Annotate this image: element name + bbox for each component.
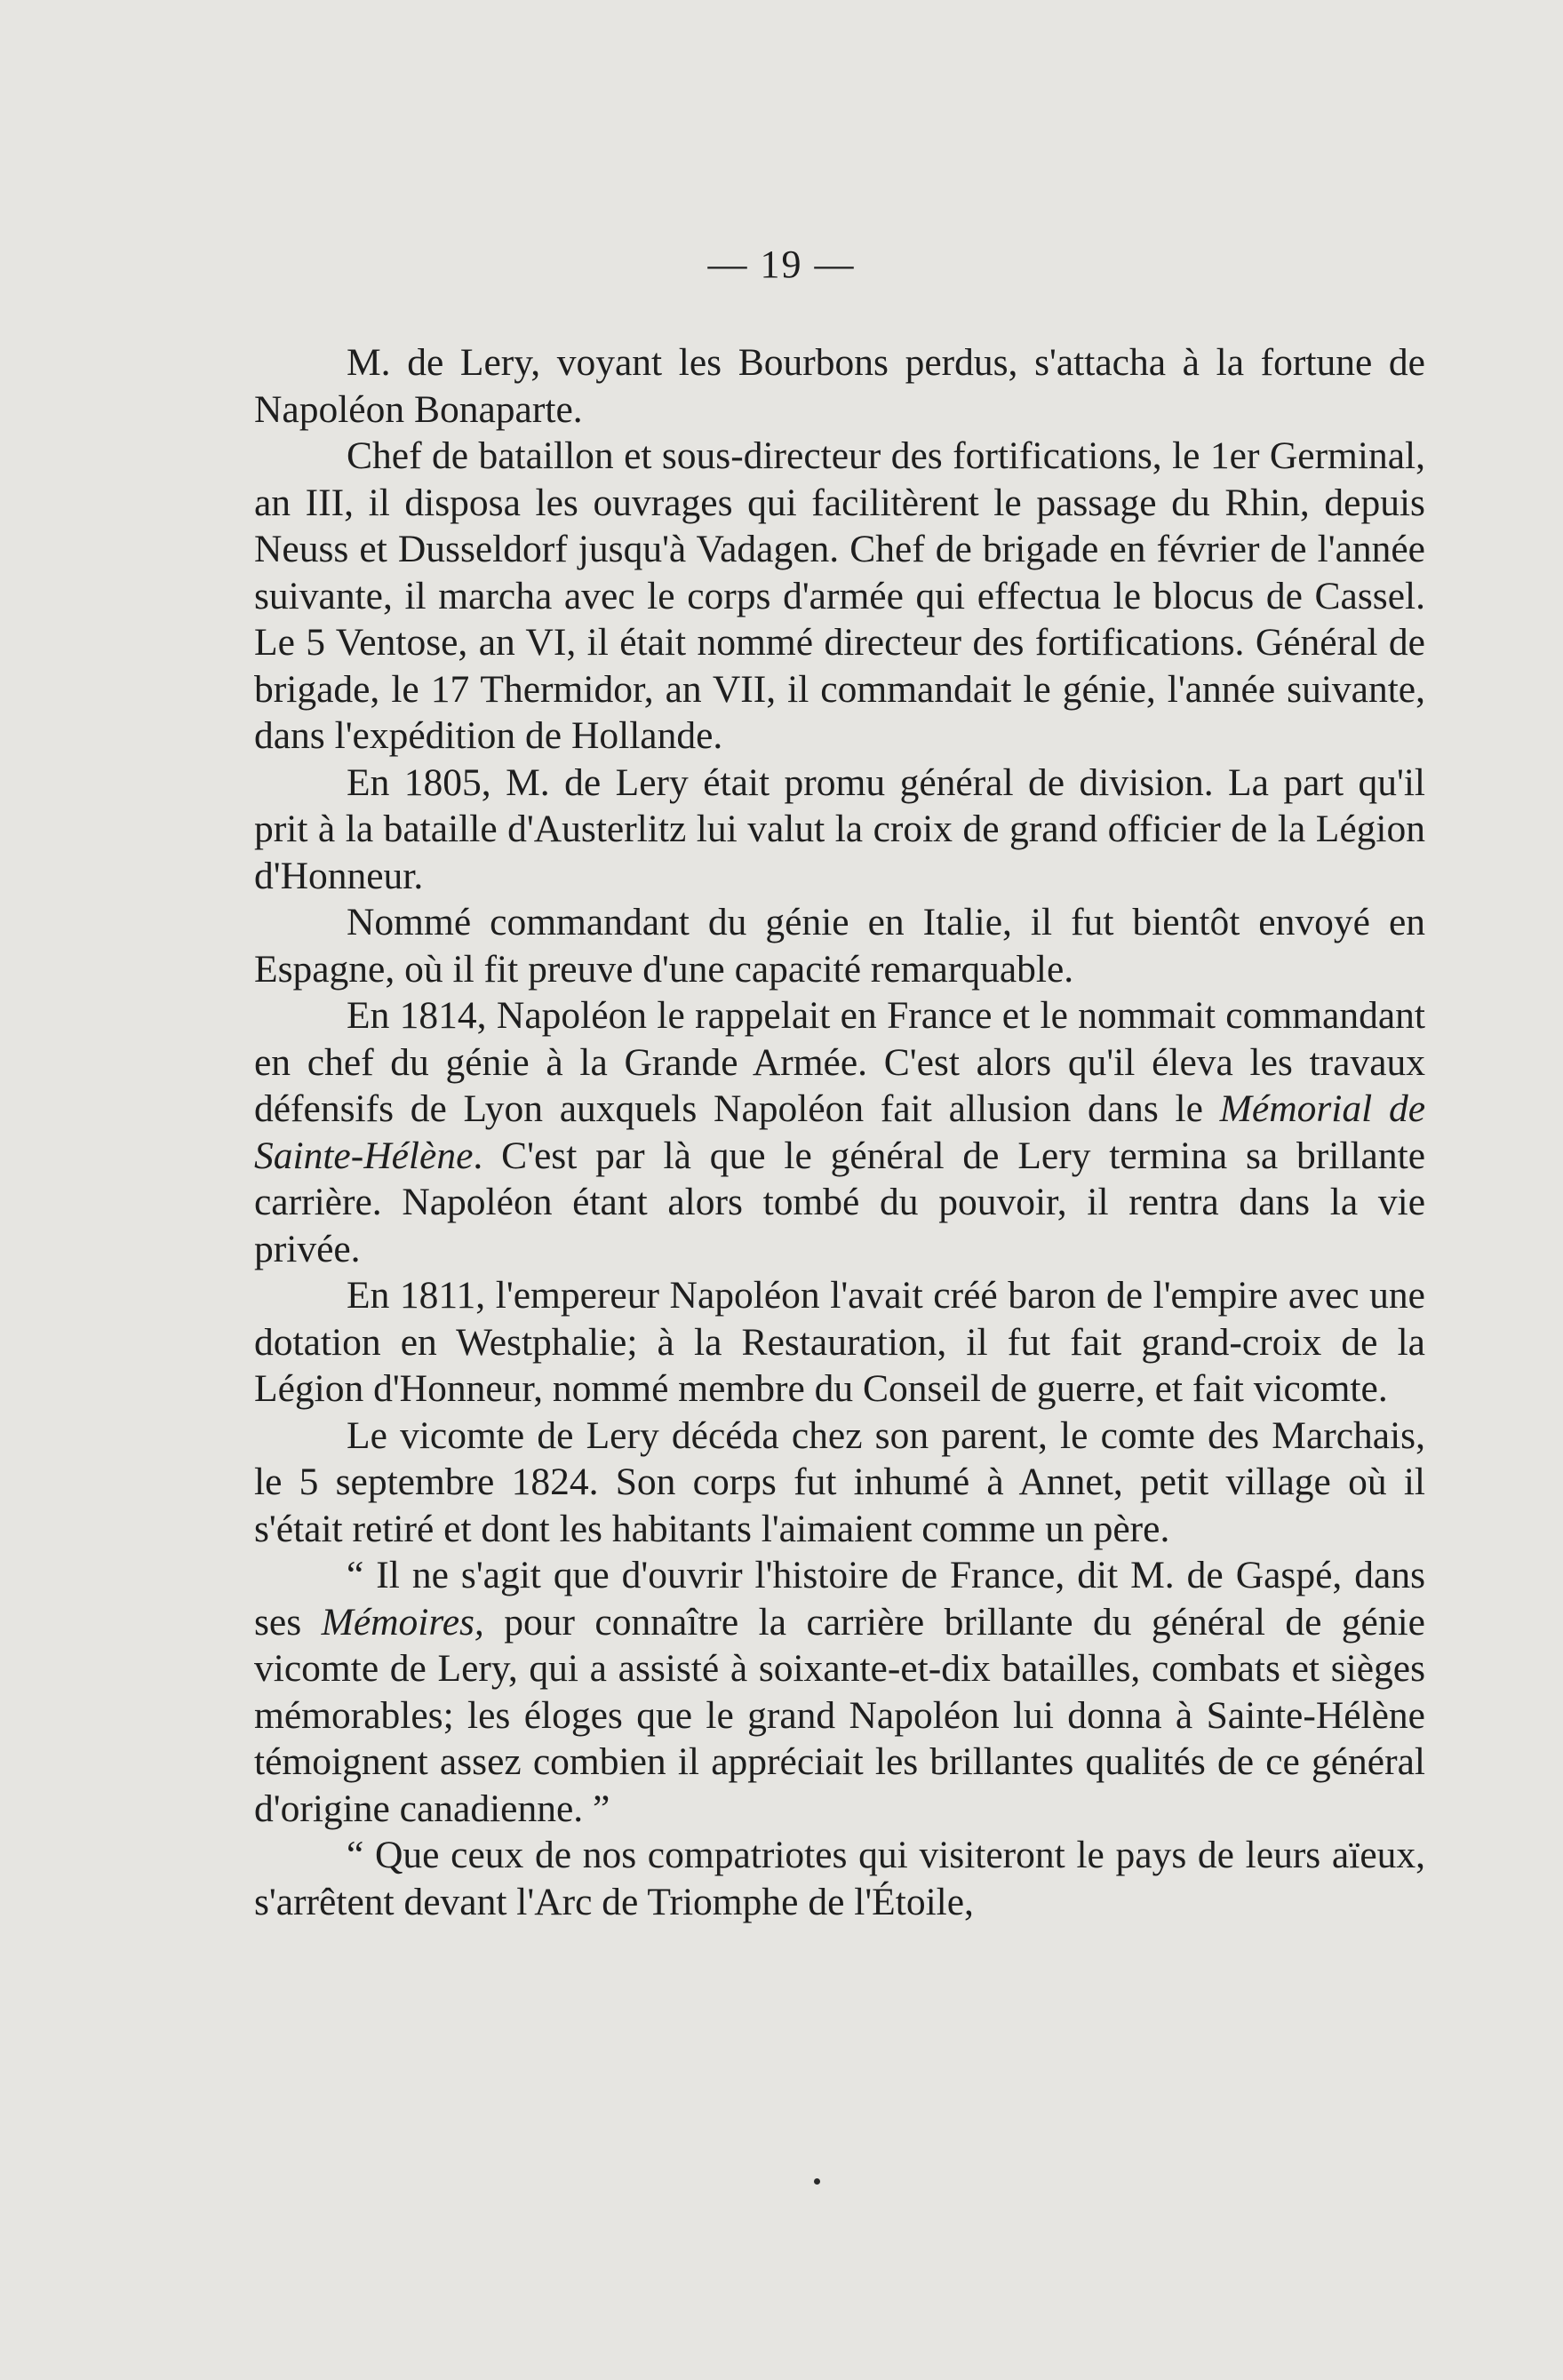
paragraph xyxy=(254,433,1425,760)
paragraph xyxy=(254,760,1425,900)
paragraph xyxy=(254,1832,1425,1925)
text-body xyxy=(254,339,1425,1925)
paragraph xyxy=(254,1413,1425,1553)
text-run: . C'est par là que le général de Lery termina sa brillante carrière. Napoléon étant alors tombé du pouvoir, il rentra dans la vie privée. xyxy=(254,1134,1425,1270)
text-run: Chef de bataillon et sous-directeur des fortifications, le 1er Germinal, an III, il disposa les ouvrages qui facilitèrent le passage du Rhin, depuis Neuss et Dusseldorf jusqu'à Vadagen. Chef de brigade en février de l'année suivante, il marcha avec le corps d'armée qui effectua le blocus de Cassel. Le 5 Ventose, an VI, il était nommé directeur des fortifications. Général de brigade, le 17 Thermidor, an VII, il commandait le génie, l'année suivante, dans l'expédition de Hollande. xyxy=(254,434,1425,757)
text-run: pour connaître la carrière brillante du général de génie vicomte de Lery, qui a assisté à soixante-et-dix batailles, combats et sièges mémorables; les éloges que le grand Napoléon lui donna à Sainte-Hélène témoignent assez combien il appréciait les brillantes qualités de ce général d'origine canadienne. ” xyxy=(254,1600,1425,1830)
paragraph xyxy=(254,899,1425,992)
printer-mark xyxy=(814,2178,820,2185)
page-number: — 19 — xyxy=(707,243,856,286)
text-run: “ Que ceux de nos compatriotes qui visiteront le pays de leurs aïeux, s'arrêtent devant l'Arc de Triomphe de l'Étoile, xyxy=(254,1834,1425,1923)
text-run: En 1805, M. de Lery était promu général de division. La part qu'il prit à la bataille d'Austerlitz lui valut la croix de grand officier de la Légion d'Honneur. xyxy=(254,760,1425,897)
paragraph xyxy=(254,1272,1425,1413)
paragraph xyxy=(254,992,1425,1272)
paragraph xyxy=(254,339,1425,433)
text-run: Nommé commandant du génie en Italie, il fut bientôt envoyé en Espagne, où il fit preuve d'une capacité remarquable. xyxy=(254,901,1425,991)
italic-title: Mémoires, xyxy=(321,1600,484,1644)
italic-title: Mémorial de Sainte-Hélène xyxy=(254,1087,1425,1177)
text-run: En 1814, Napoléon le rappelait en France et le nommait commandant en chef du génie à la Grande Armée. C'est alors qu'il éleva les travaux défensifs de Lyon auxquels Napoléon fait allusion dans le xyxy=(254,994,1425,1130)
text-run: En 1811, l'empereur Napoléon l'avait créé baron de l'empire avec une dotation en Westphalie; à la Restauration, il fut fait grand-croix de la Légion d'Honneur, nommé membre du Conseil de guerre, et fait vicomte. xyxy=(254,1274,1425,1410)
paragraph xyxy=(254,1552,1425,1832)
text-run: M. de Lery, voyant les Bourbons perdus, s'attacha à la fortune de Napoléon Bonaparte. xyxy=(254,341,1425,431)
text-run: Le vicomte de Lery décéda chez son parent, le comte des Marchais, le 5 septembre 1824. Son corps fut inhumé à Annet, petit village où il s'était retiré et dont les habitants l'aimaient comme un père. xyxy=(254,1413,1425,1550)
text-run: “ Il ne s'agit que d'ouvrir l'histoire de France, dit M. de Gaspé, dans ses xyxy=(254,1554,1425,1644)
